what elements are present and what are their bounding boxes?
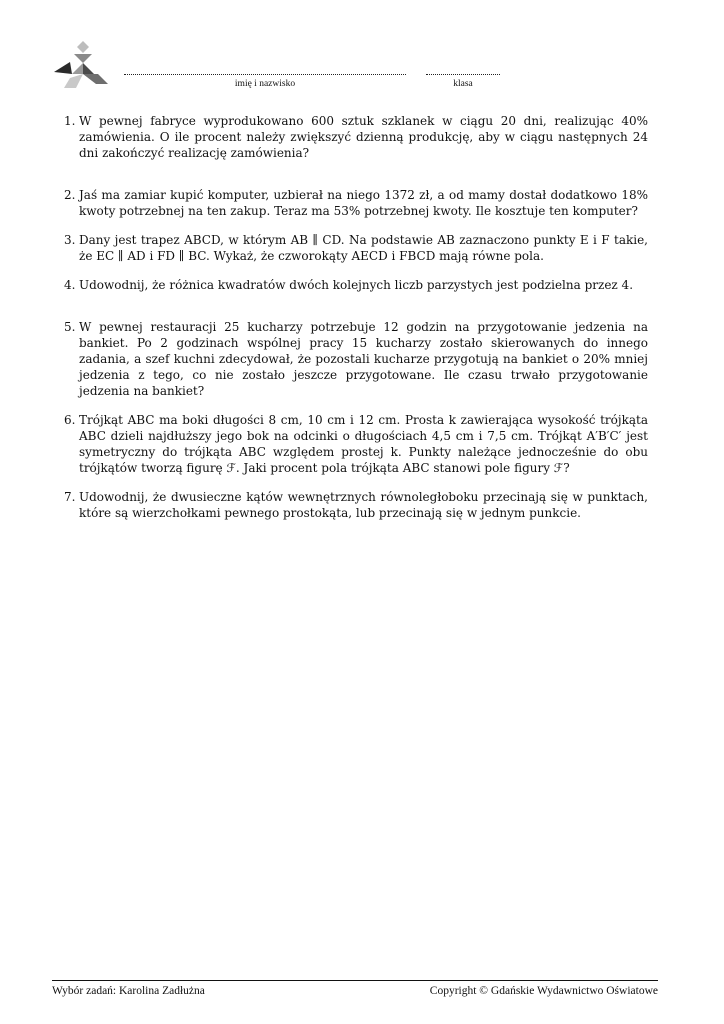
task-item xyxy=(64,319,648,399)
task-item xyxy=(64,412,648,476)
task-text: W pewnej fabryce wyprodukowano 600 sztuk szklanek w ciągu 20 dni, realizując 40% zamówienia. O ile procent należy zwiększyć dzienną produkcję, aby w ciągu następnych 24 dni zakończyć realizację zamówienia? xyxy=(79,114,648,160)
class-label: klasa xyxy=(453,79,473,89)
task-text: W pewnej restauracji 25 kucharzy potrzebuje 12 godzin na przygotowanie jedzenia na bankiet. Po 2 godzinach wspólnej pracy 15 kucharzy zostało skierowanych do innego zadania, a szef kuchni zdecydował, że pozostali kucharze przygotują na bankiet o 20% mniej jedzenia z tego, co nie zostało jeszcze przygotowane. Ile czasu trwało przygotowanie jedzenia na bankiet? xyxy=(79,320,648,398)
task-text: Trójkąt ABC ma boki długości 8 cm, 10 cm i 12 cm. Prosta k zawierająca wysokość trójkąta ABC dzieli najdłuższy jego bok na odcinki o długościach 4,5 cm i 7,5 cm. Trójkąt A′B′C′ jest symetryczny do trójkąta ABC względem prostej k. Punkty należące jednocześnie do obu trójkątów tworzą figurę ℱ. Jaki procent pola trójkąta ABC stanowi pole figury ℱ? xyxy=(79,413,648,475)
footer-author: Wybór zadań: Karolina Zadłużna xyxy=(52,985,205,997)
task-number: 2. xyxy=(64,188,76,202)
name-dotted-line[interactable] xyxy=(124,64,406,75)
task-list xyxy=(64,113,648,521)
task-number: 5. xyxy=(64,320,76,334)
task-item xyxy=(64,489,648,521)
task-item xyxy=(64,187,648,219)
task-text: Dany jest trapez ABCD, w którym AB ∥ CD. Na podstawie AB zaznaczono punkty E i F takie, że EC ∥ AD i FD ∥ BC. Wykaż, że czworokąty AECD i FBCD mają równe pola. xyxy=(79,233,648,263)
task-number: 1. xyxy=(64,114,76,128)
task-text: Udowodnij, że różnica kwadratów dwóch kolejnych liczb parzystych jest podzielna przez 4. xyxy=(79,278,634,292)
task-number: 3. xyxy=(64,233,76,247)
task-item xyxy=(64,232,648,264)
footer-divider xyxy=(52,980,658,981)
task-number: 6. xyxy=(64,413,76,427)
task-number: 7. xyxy=(64,490,76,504)
footer-copyright: Copyright © Gdańskie Wydawnictwo Oświatowe xyxy=(429,985,658,997)
task-number: 4. xyxy=(64,278,76,292)
tangram-figure-logo-icon xyxy=(52,38,108,90)
name-label: imię i nazwisko xyxy=(234,79,296,89)
task-item xyxy=(64,277,648,293)
task-text: Jaś ma zamiar kupić komputer, uzbierał na niego 1372 zł, a od mamy dostał dodatkowo 18% kwoty potrzebnej na ten zakup. Teraz ma 53% potrzebnej kwoty. Ile kosztuje ten komputer? xyxy=(79,188,648,218)
class-dotted-line[interactable] xyxy=(426,64,500,75)
task-item xyxy=(64,113,648,161)
task-text: Udowodnij, że dwusieczne kątów wewnętrznych równoległoboku przecinają się w punktach, które są wierzchołkami pewnego prostokąta, lub przecinają się w jednym punkcie. xyxy=(79,490,648,520)
